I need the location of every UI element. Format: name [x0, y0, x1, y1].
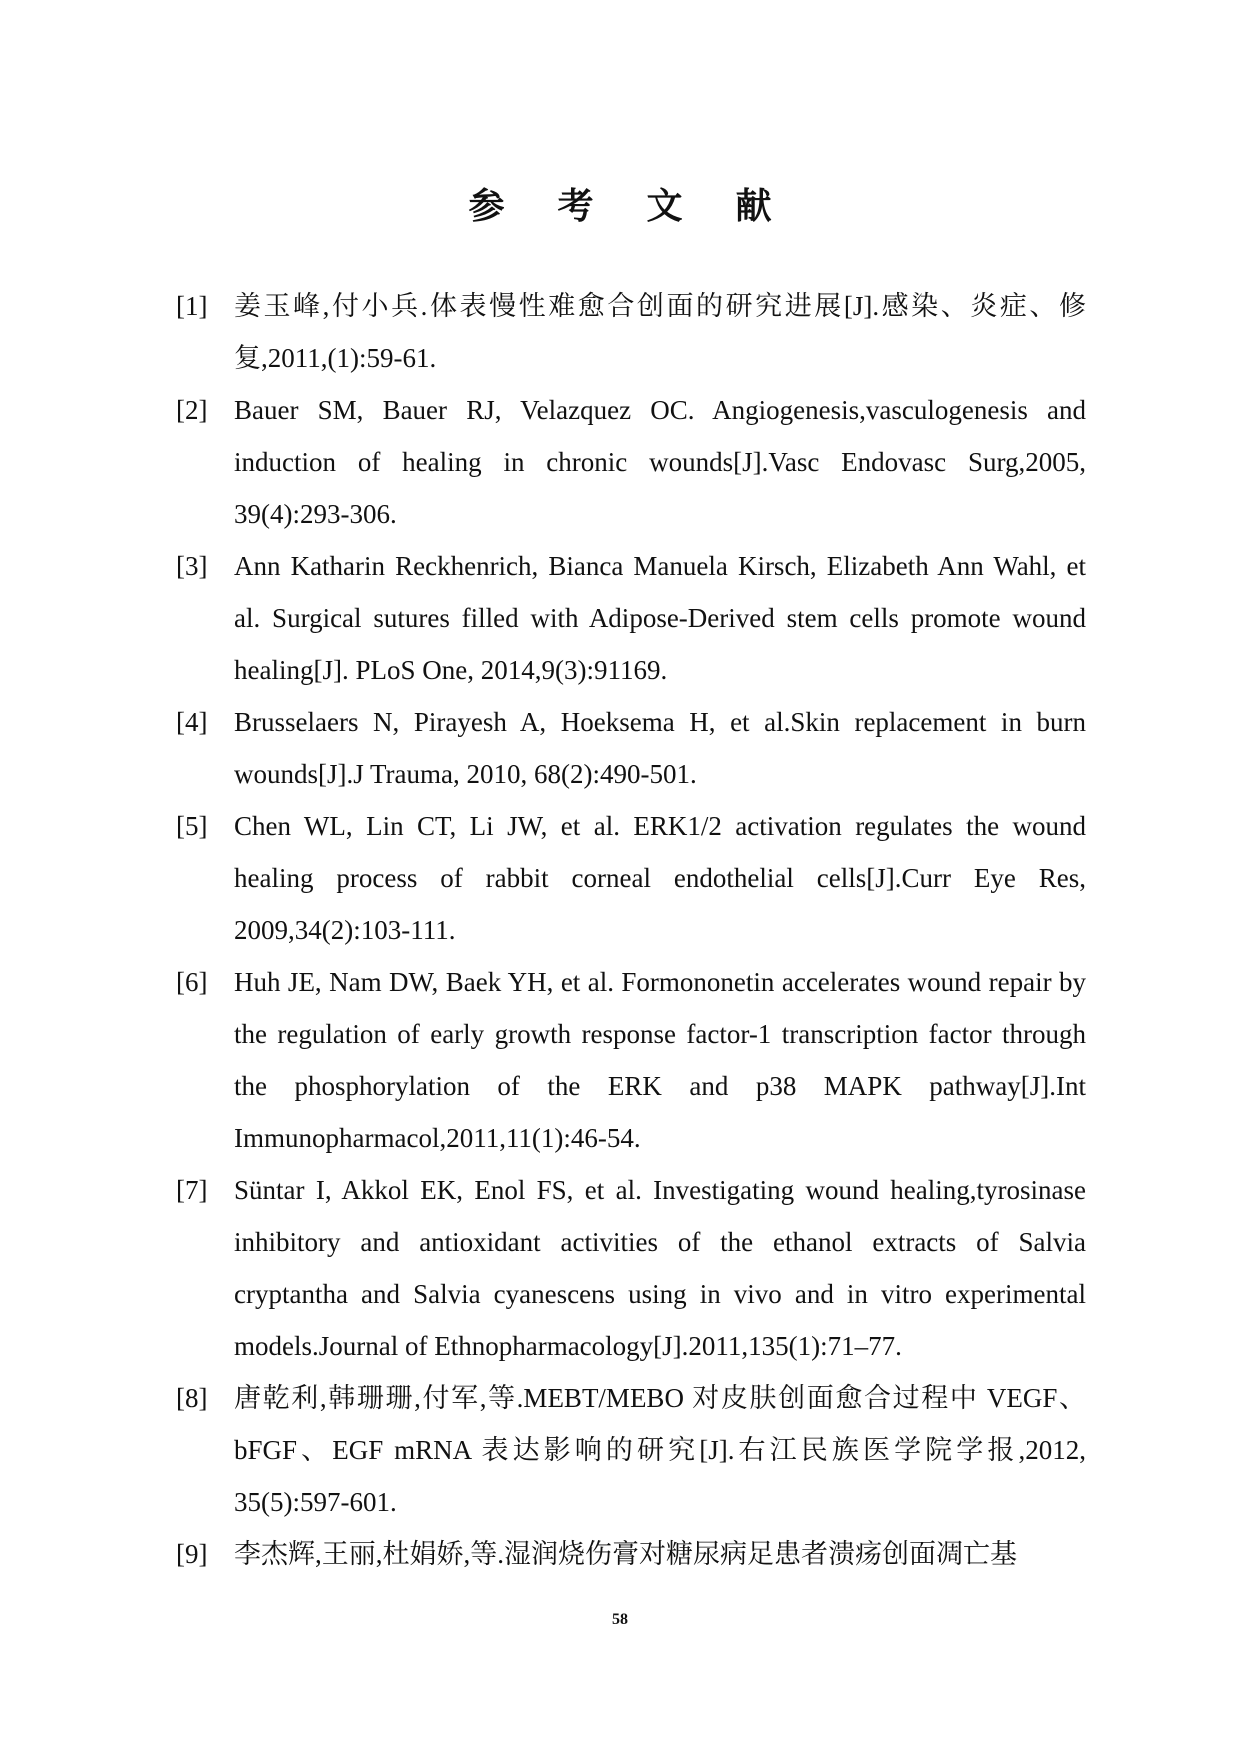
reference-item-6: [176, 956, 1086, 1164]
reference-text: Ann Katharin Reckhenrich, Bianca Manuela Kirsch, Elizabeth Ann Wahl, et al. Surgical sutures filled with Adipose-Derived stem cells promote wound healing[J]. PLoS One, 2014,9(3):91169.: [234, 551, 1086, 685]
reference-text: Bauer SM, Bauer RJ, Velazquez OC. Angiogenesis,vasculogenesis and induction of healing in chronic wounds[J].Vasc Endovasc Surg,2005, 39(4):293-306.: [234, 395, 1086, 529]
reference-text: Huh JE, Nam DW, Baek YH, et al. Formononetin accelerates wound repair by the regulation of early growth response factor-1 transcription factor through the phosphorylation of the ERK and p38 MAPK pathway[J].Int Immunopharmacol,2011,11(1):46-54.: [234, 967, 1086, 1153]
reference-text: Chen WL, Lin CT, Li JW, et al. ERK1/2 activation regulates the wound healing process of rabbit corneal endothelial cells[J].Curr Eye Res, 2009,34(2):103-111.: [234, 811, 1086, 945]
reference-number: [8]: [176, 1383, 208, 1413]
reference-item-7: [176, 1164, 1086, 1372]
reference-number: [1]: [176, 291, 208, 321]
reference-number: [9]: [176, 1539, 208, 1569]
reference-item-3: [176, 540, 1086, 696]
reference-number: [7]: [176, 1175, 208, 1205]
reference-number: [5]: [176, 811, 208, 841]
reference-number: [3]: [176, 551, 208, 581]
reference-item-1: [176, 280, 1086, 384]
reference-text: 唐乾利,韩珊珊,付军,等.MEBT/MEBO 对皮肤创面愈合过程中 VEGF、bFGF、EGF mRNA 表达影响的研究[J].右江民族医学院学报,2012, 35(5):597-601.: [234, 1383, 1086, 1517]
reference-text: Brusselaers N, Pirayesh A, Hoeksema H, et al.Skin replacement in burn wounds[J].J Trauma, 2010, 68(2):490-501.: [234, 707, 1086, 789]
reference-text: Süntar I, Akkol EK, Enol FS, et al. Investigating wound healing,tyrosinase inhibitory and antioxidant activities of the ethanol extracts of Salvia cryptantha and Salvia cyanescens using in vivo and in vitro experimental models.Journal of Ethnopharmacology[J].2011,135(1):71–77.: [234, 1175, 1086, 1361]
reference-item-5: [176, 800, 1086, 956]
reference-text: 姜玉峰,付小兵.体表慢性难愈合创面的研究进展[J].感染、炎症、修复,2011,(1):59-61.: [234, 291, 1086, 373]
reference-item-4: [176, 696, 1086, 800]
reference-text: 李杰辉,王丽,杜娟娇,等.湿润烧伤膏对糖尿病足患者溃疡创面凋亡基: [234, 1539, 1017, 1569]
reference-list: [176, 280, 1086, 1580]
reference-item-8: [176, 1372, 1086, 1528]
reference-item-9: [176, 1528, 1086, 1580]
page-title: 参 考 文 献: [468, 186, 794, 226]
reference-number: [6]: [176, 967, 208, 997]
reference-number: [2]: [176, 395, 208, 425]
page-number: 58: [612, 1611, 628, 1628]
reference-item-2: [176, 384, 1086, 540]
reference-number: [4]: [176, 707, 208, 737]
